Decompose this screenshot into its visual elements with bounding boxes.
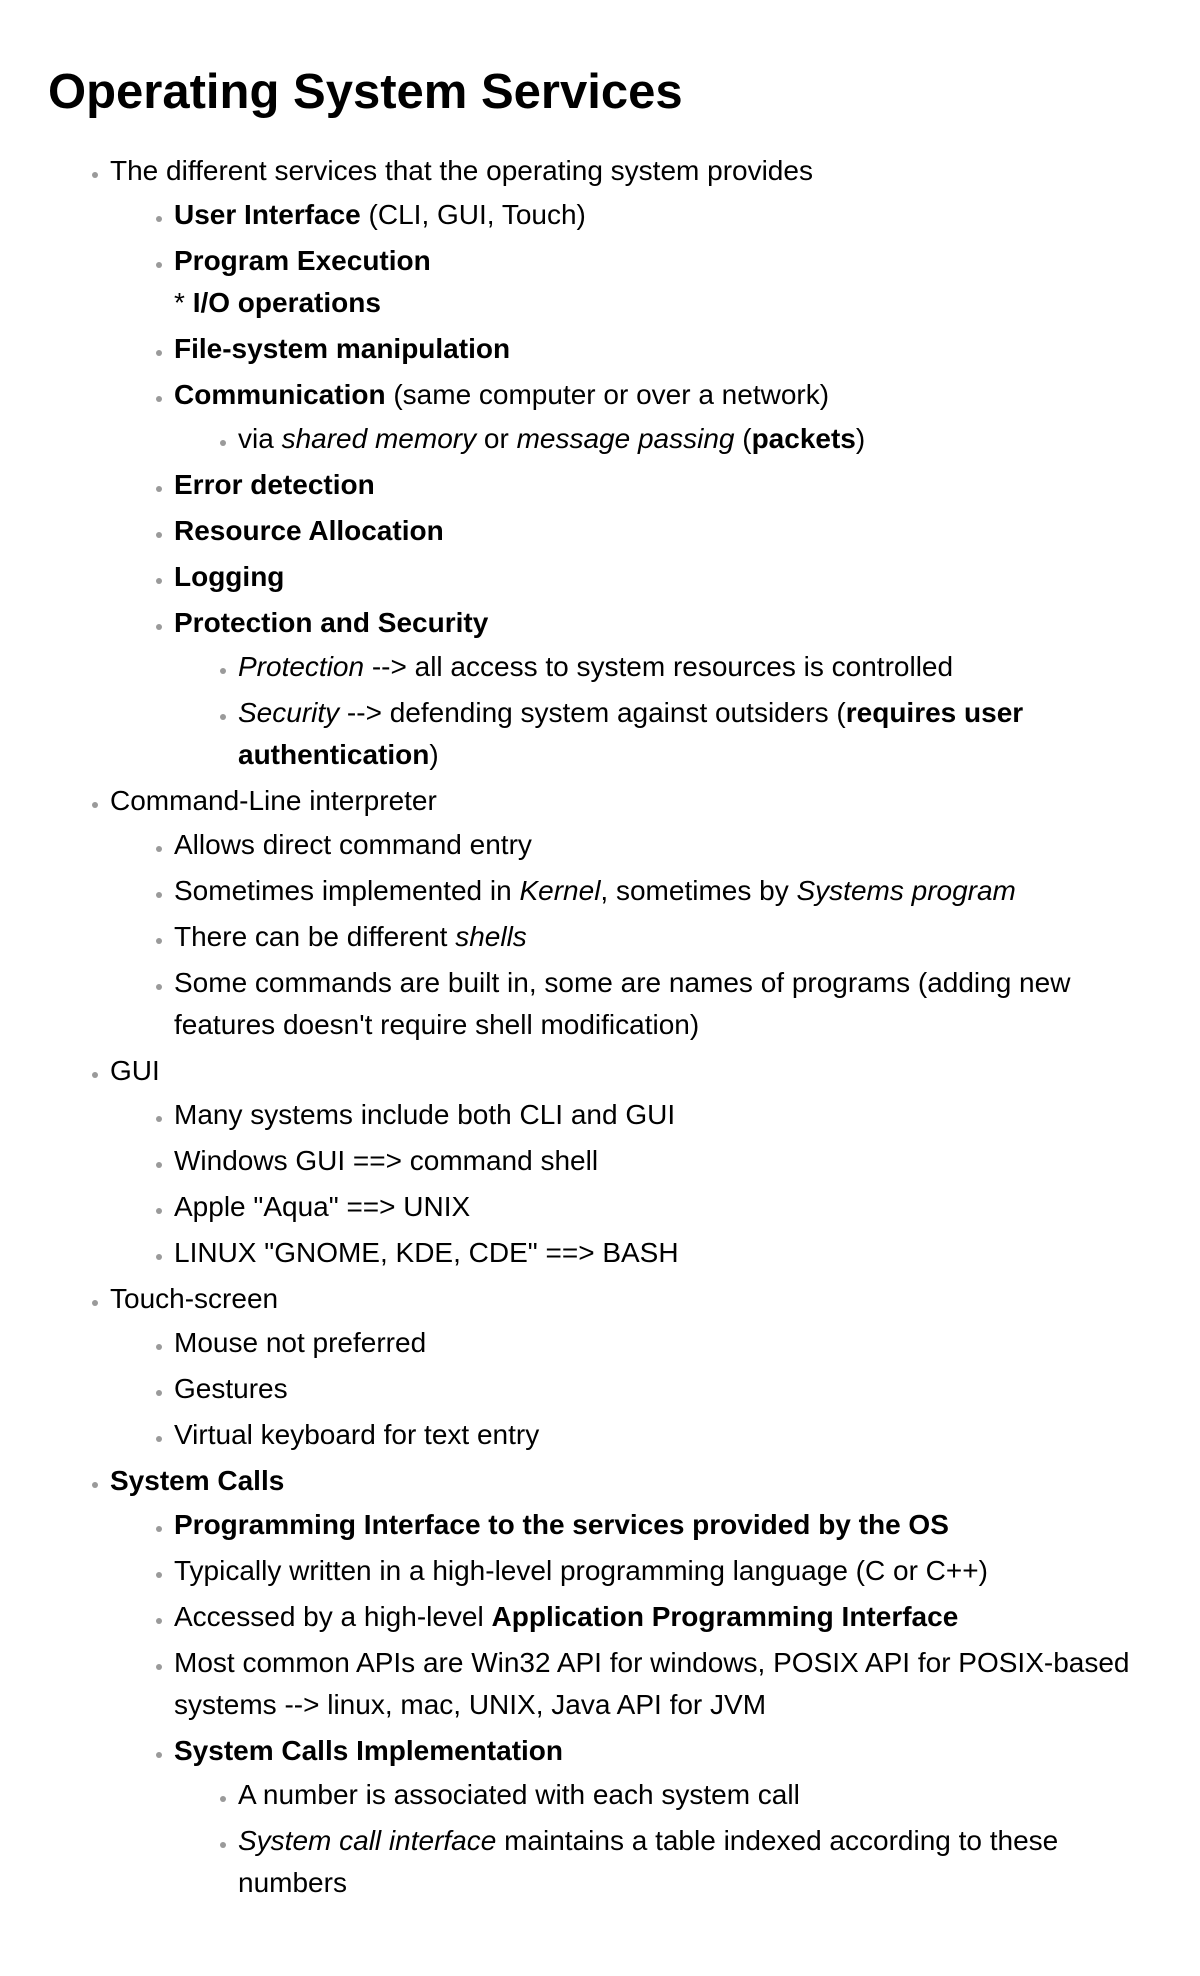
protection-text: --> all access to system resources is controlled xyxy=(364,650,954,682)
list-item-syscalls-2: • Typically written in a high-level programming language (C or C++) xyxy=(174,1550,1152,1592)
list-item-gui-3: • Apple "Aqua" ==> UNIX xyxy=(174,1186,1152,1228)
security-term: Security xyxy=(238,696,340,728)
file-system-term: File-system manipulation xyxy=(174,332,511,364)
shells-term: shells xyxy=(455,920,527,952)
systems-program-term: Systems program xyxy=(796,874,1016,906)
cli-2-text: Sometimes implemented in xyxy=(174,874,520,906)
list-item-protection-security xyxy=(174,602,1152,776)
communication-term: Communication xyxy=(174,378,386,410)
list-item-user-interface xyxy=(174,194,1152,236)
list-item-communication xyxy=(174,374,1152,460)
gui-heading: GUI xyxy=(110,1054,160,1086)
cli-list xyxy=(110,824,1152,1046)
resource-allocation-term: Resource Allocation xyxy=(174,514,444,546)
list-item-touch-1: • Mouse not preferred xyxy=(174,1322,1152,1364)
impl-2-text: maintains a table indexed according to these numbers xyxy=(238,1824,1059,1898)
program-execution-term: Program Execution xyxy=(174,244,431,276)
list-item-gui-4: • LINUX "GNOME, KDE, CDE" ==> BASH xyxy=(174,1232,1152,1274)
list-item-resource-allocation xyxy=(174,510,1152,552)
list-item-touch xyxy=(110,1278,1152,1456)
list-item-logging xyxy=(174,556,1152,598)
services-intro: The different services that the operating system provides xyxy=(110,154,813,186)
syscalls-1-text: Programming Interface to the services provided by the OS xyxy=(174,1508,949,1540)
user-interface-text: (CLI, GUI, Touch) xyxy=(360,198,586,230)
list-item-communication-via xyxy=(238,418,1152,460)
list-item-gui xyxy=(110,1050,1152,1274)
list-item-impl-2 xyxy=(238,1820,1152,1904)
list-item-services xyxy=(110,150,1152,776)
protection-sublist xyxy=(174,646,1152,776)
list-item-cli xyxy=(110,780,1152,1046)
list-item-program-execution xyxy=(174,240,1152,324)
system-calls-list xyxy=(110,1504,1152,1904)
list-item-gui-1: • Many systems include both CLI and GUI xyxy=(174,1094,1152,1136)
security-text: --> defending system against outsiders ( xyxy=(339,696,846,728)
list-item-cli-2 xyxy=(174,870,1152,912)
paren-close: ) xyxy=(855,422,866,454)
kernel-term: Kernel xyxy=(519,874,601,906)
security-close: ) xyxy=(429,738,439,770)
list-item-gui-2: • Windows GUI ==> command shell xyxy=(174,1140,1152,1182)
error-detection-term: Error detection xyxy=(174,468,375,500)
communication-text: (same computer or over a network) xyxy=(385,378,830,410)
list-item-touch-2: • Gestures xyxy=(174,1368,1152,1410)
page-title: Operating System Services xyxy=(48,65,683,119)
cli-heading: Command-Line interpreter xyxy=(110,784,437,816)
list-item-syscalls-3 xyxy=(174,1596,1152,1638)
syscalls-impl-list xyxy=(174,1774,1152,1904)
via-text: via xyxy=(238,422,282,454)
list-item-cli-3 xyxy=(174,916,1152,958)
list-item-syscalls-4: • Most common APIs are Win32 API for windows, POSIX API for POSIX-based systems --> linux, mac, UNIX, Java API for JVM xyxy=(174,1642,1152,1726)
shared-memory-term: shared memory xyxy=(281,422,477,454)
system-calls-heading: System Calls xyxy=(110,1464,285,1496)
api-term: Application Programming Interface xyxy=(491,1600,959,1632)
list-item-error-detection xyxy=(174,464,1152,506)
list-item-system-calls xyxy=(110,1460,1152,1904)
list-item-protection xyxy=(238,646,1152,688)
io-operations-term: I/O operations xyxy=(192,286,381,318)
paren-open: ( xyxy=(734,422,752,454)
logging-term: Logging xyxy=(174,560,285,592)
cli-3-text: There can be different xyxy=(174,920,456,952)
syscall-interface-term: System call interface xyxy=(238,1824,497,1856)
cli-2-mid: , sometimes by xyxy=(600,874,797,906)
protection-term: Protection xyxy=(238,650,365,682)
syscalls-impl-heading: System Calls Implementation xyxy=(174,1734,564,1766)
list-item-file-system xyxy=(174,328,1152,370)
protection-security-term: Protection and Security xyxy=(174,606,489,638)
message-passing-term: message passing xyxy=(516,422,735,454)
list-item-cli-1: • Allows direct command entry xyxy=(174,824,1152,866)
gui-list xyxy=(110,1094,1152,1274)
list-item-syscalls-1 xyxy=(174,1504,1152,1546)
security-auth-term: requires user authentication xyxy=(238,696,1024,770)
list-item-security xyxy=(238,692,1152,776)
list-item-cli-4: • Some commands are built in, some are names of programs (adding new features doesn't require shell modification) xyxy=(174,962,1152,1046)
main-list xyxy=(48,150,1152,1904)
list-item-syscalls-impl xyxy=(174,1730,1152,1904)
io-star: * xyxy=(174,286,193,318)
communication-sublist xyxy=(174,418,1152,460)
touch-heading: Touch-screen xyxy=(110,1282,279,1314)
services-list xyxy=(110,194,1152,776)
or-text: or xyxy=(476,422,517,454)
packets-term: packets xyxy=(751,422,856,454)
list-item-impl-1: • A number is associated with each system call xyxy=(238,1774,1152,1816)
user-interface-term: User Interface xyxy=(174,198,361,230)
syscalls-3-text: Accessed by a high-level xyxy=(174,1600,492,1632)
list-item-touch-3: • Virtual keyboard for text entry xyxy=(174,1414,1152,1456)
touch-list xyxy=(110,1322,1152,1456)
